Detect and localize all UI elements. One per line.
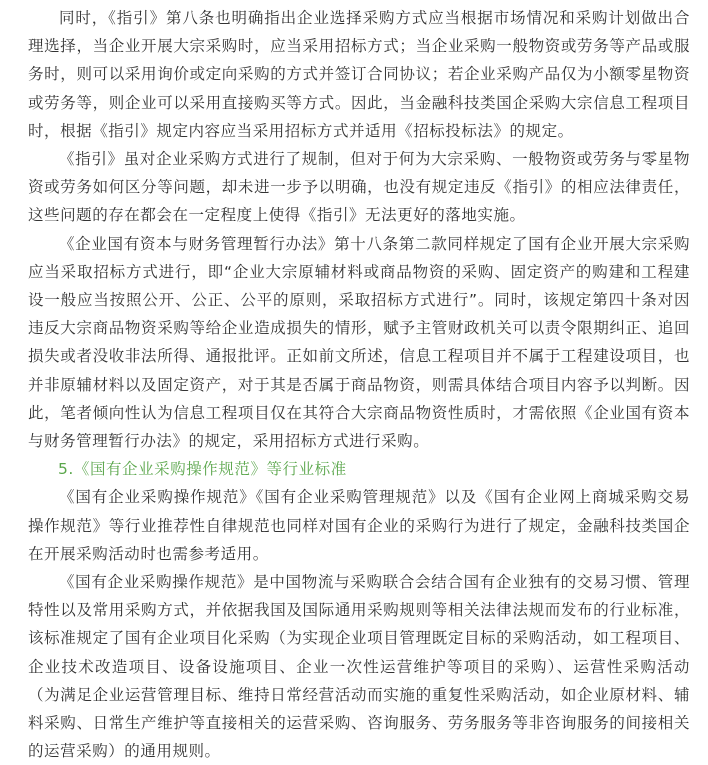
paragraph-guideline-article-8: 同时，《指引》第八条也明确指出企业选择采购方式应当根据市场情况和采购计划做出合理选择，当企业开展大宗采购时，应当采用招标方式；当企业采购一般物资或劳务等产品或服务时，则可以采用询价或定向采购的方式并签订合同协议；若企业采购产品仅为小额零星物资或劳务等，则企业可以采用直接购买等方式。因此，当金融科技类国企采购大宗信息工程项目时，根据《指引》规定内容应当采用招标方式并适用《招标投标法》的规定。 bbox=[28, 9, 690, 140]
paragraph-guideline-limitations: 《指引》虽对企业采购方式进行了规制，但对于何为大宗采购、一般物资或劳务与零星物资或劳务如何区分等问题，却未进一步予以明确，也没有规定违反《指引》的相应法律责任，这些问题的存在都会在一定程度上使得《指引》无法更好的落地实施。 bbox=[28, 150, 690, 225]
paragraph-industry-norms: 《国有企业采购操作规范》《国有企业采购管理规范》以及《国有企业网上商城采购交易操作规范》等行业推荐性自律规范也同样对国有企业的采购行为进行了规定，金融科技类国企在开展采购活动时也需参考适用。 bbox=[28, 488, 690, 563]
section-heading-industry-standards: 5.《国有企业采购操作规范》等行业标准 bbox=[58, 460, 347, 479]
paragraph-state-capital-measures: 《企业国有资本与财务管理暂行办法》第十八条第二款同样规定了国有企业开展大宗采购应当采取招标方式进行，即“企业大宗原辅材料或商品物资的采购、固定资产的购建和工程建设一般应当按照公开、公正、公平的原则，采取招标方式进行”。同时，该规定第四十条对因违反大宗商品物资采购等给企业造成损失的情形，赋予主管财政机关可以责令限期纠正、追回损失或者没收非法所得、通报批评。正如前文所述，信息工程项目并不属于工程建设项目，也并非原辅材料以及固定资产，对于其是否属于商品物资，则需具体结合项目内容予以判断。因此，笔者倾向性认为信息工程项目仅在其符合大宗商品物资性质时，才需依照《企业国有资本与财务管理暂行办法》的规定，采用招标方式进行采购。 bbox=[28, 234, 690, 451]
paragraph-procurement-operation-spec: 《国有企业采购操作规范》是中国物流与采购联合会结合国有企业独有的交易习惯、管理特性以及常用采购方式，并依据我国及国际通用采购规则等相关法律法规而发布的行业标准，该标准规定了国有企业项目化采购（为实现企业项目管理既定目标的采购活动，如工程项目、企业技术改造项目、设备设施项目、企业一次性运营维护等项目的采购）、运营性采购活动（为满足企业运营管理目标、维持日常经营活动而实施的重复性采购活动，如企业原材料、辅料采购、日常生产维护等直接相关的运营采购、咨询服务、劳务服务等非咨询服务的间接相关的运营采购）的通用规则。 bbox=[28, 573, 690, 761]
